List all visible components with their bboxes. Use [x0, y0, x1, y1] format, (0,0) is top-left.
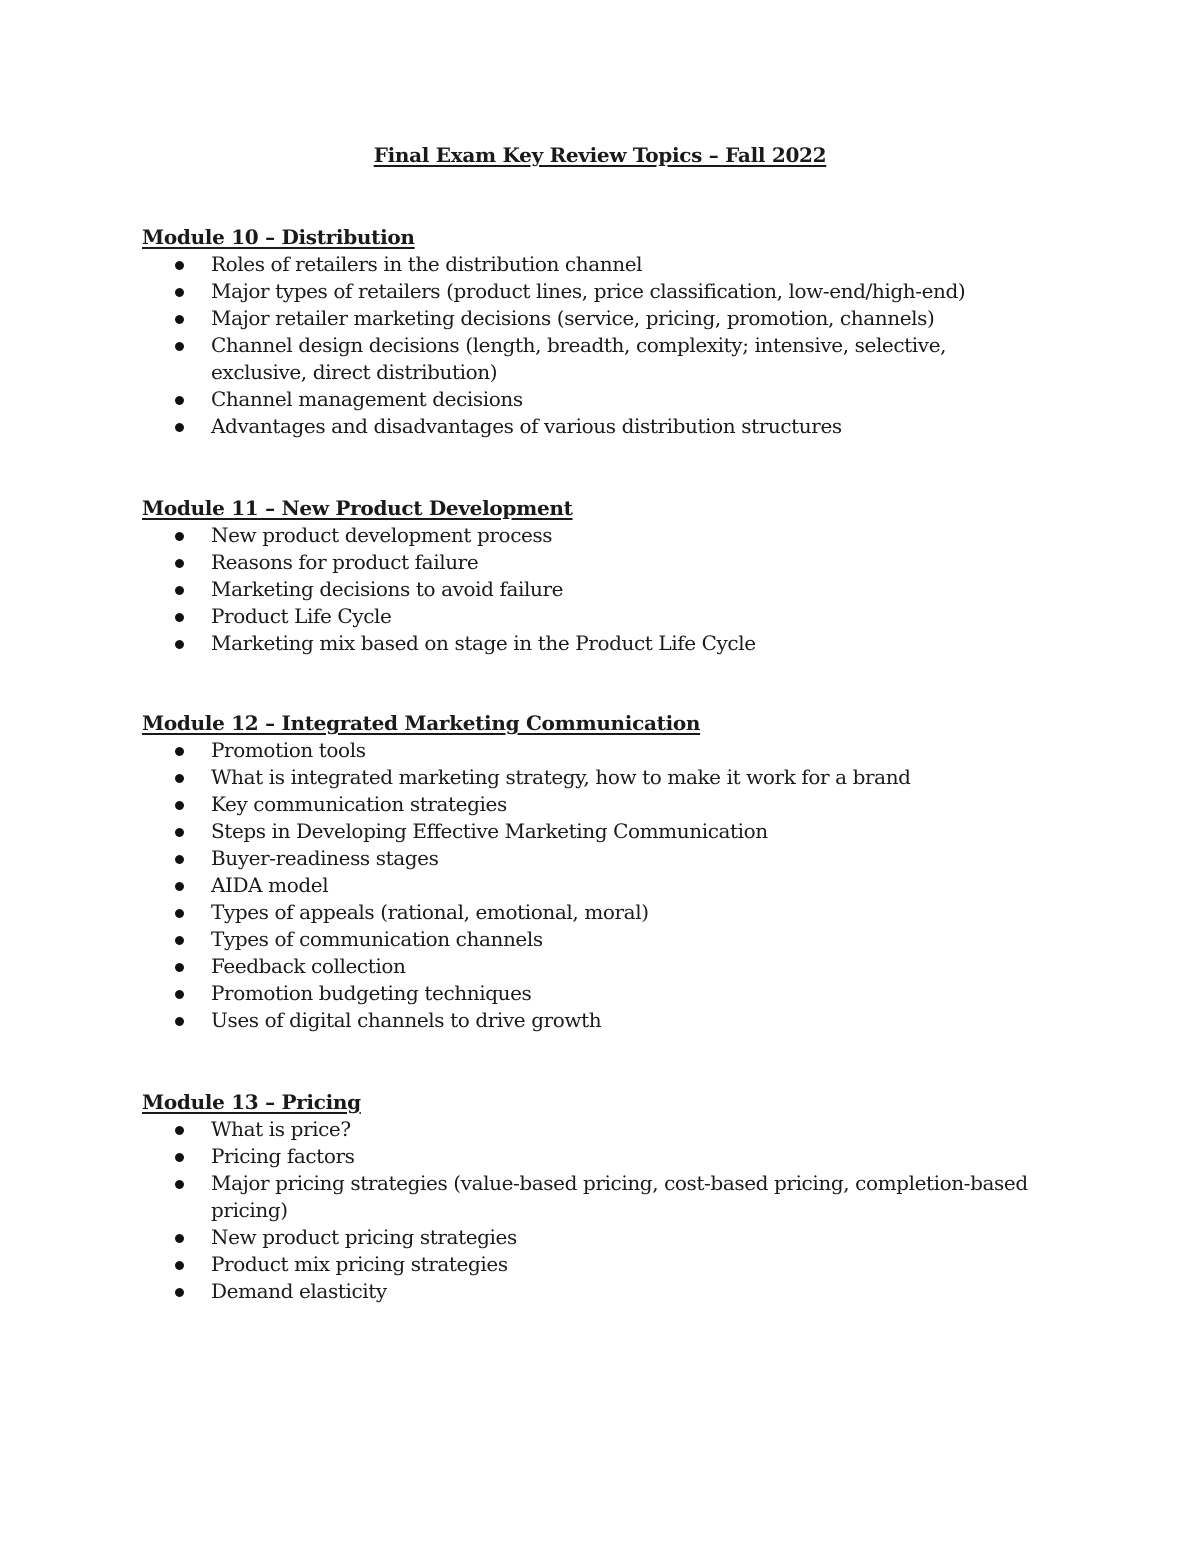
bullet-icon: [175, 261, 184, 270]
list-item-text: Major types of retailers (product lines, price classification, low-end/high-end): [211, 279, 966, 303]
list-item: [142, 980, 1042, 1007]
list-item: [142, 386, 1042, 413]
list-item: [142, 522, 1042, 549]
list-item: [142, 305, 1042, 332]
bullet-icon: [175, 1017, 184, 1026]
list-item: [142, 576, 1042, 603]
bullet-icon: [175, 855, 184, 864]
module-heading: Module 12 – Integrated Marketing Communication: [142, 711, 701, 735]
document-title: Final Exam Key Review Topics – Fall 2022: [373, 143, 827, 167]
module-heading: Module 11 – New Product Development: [142, 496, 573, 520]
list-item-text: Product Life Cycle: [211, 604, 392, 628]
list-item-text: Advantages and disadvantages of various distribution structures: [211, 414, 842, 438]
list-item: [142, 1224, 1042, 1251]
list-item-text: Promotion budgeting techniques: [211, 981, 532, 1005]
list-item-text: What is price?: [211, 1117, 351, 1141]
list-item-text: Roles of retailers in the distribution channel: [211, 252, 643, 276]
list-item-text: Marketing mix based on stage in the Product Life Cycle: [211, 631, 756, 655]
list-item: [142, 1251, 1042, 1278]
bullet-icon: [175, 1288, 184, 1297]
list-item-text: Demand elasticity: [211, 1279, 387, 1303]
list-item: [142, 1143, 1042, 1170]
bullet-icon: [175, 396, 184, 405]
bullet-icon: [175, 423, 184, 432]
list-item: [142, 251, 1042, 278]
list-item: [142, 1170, 1042, 1224]
list-item-text: Channel design decisions (length, breadth, complexity; intensive, selective, exclusive, direct distribution): [211, 333, 947, 384]
list-item: [142, 899, 1042, 926]
list-item-text: AIDA model: [211, 873, 329, 897]
list-item-text: Uses of digital channels to drive growth: [211, 1008, 602, 1032]
module-section-13: [142, 1089, 1042, 1305]
list-item-text: New product pricing strategies: [211, 1225, 517, 1249]
bullet-icon: [175, 1126, 184, 1135]
list-item: [142, 926, 1042, 953]
list-item: [142, 278, 1042, 305]
module-heading: Module 10 – Distribution: [142, 225, 415, 249]
list-item: [142, 1116, 1042, 1143]
bullet-icon: [175, 532, 184, 541]
bullet-icon: [175, 801, 184, 810]
module-heading: Module 13 – Pricing: [142, 1090, 361, 1114]
list-item: [142, 872, 1042, 899]
list-item-text: Promotion tools: [211, 738, 366, 762]
list-item: [142, 603, 1042, 630]
list-item: [142, 630, 1042, 657]
list-item: [142, 845, 1042, 872]
bullet-icon: [175, 963, 184, 972]
bullet-icon: [175, 990, 184, 999]
bullet-icon: [175, 342, 184, 351]
topic-list: [142, 1116, 1042, 1305]
bullet-icon: [175, 613, 184, 622]
bullet-icon: [175, 1234, 184, 1243]
list-item-text: Channel management decisions: [211, 387, 523, 411]
list-item-text: New product development process: [211, 523, 553, 547]
list-item: [142, 413, 1042, 440]
bullet-icon: [175, 774, 184, 783]
list-item-text: Product mix pricing strategies: [211, 1252, 508, 1276]
list-item: [142, 764, 1042, 791]
bullet-icon: [175, 909, 184, 918]
topic-list: [142, 737, 1042, 1034]
module-section-12: [142, 710, 1042, 1034]
list-item: [142, 791, 1042, 818]
list-item-text: Types of communication channels: [211, 927, 543, 951]
bullet-icon: [175, 936, 184, 945]
list-item-text: Feedback collection: [211, 954, 406, 978]
topic-list: [142, 522, 1042, 657]
topic-list: [142, 251, 1042, 440]
list-item: [142, 953, 1042, 980]
list-item-text: Marketing decisions to avoid failure: [211, 577, 564, 601]
bullet-icon: [175, 1261, 184, 1270]
bullet-icon: [175, 1153, 184, 1162]
bullet-icon: [175, 640, 184, 649]
list-item-text: Major pricing strategies (value-based pricing, cost-based pricing, completion-based pricing): [211, 1171, 1028, 1222]
module-section-10: [142, 224, 1042, 440]
bullet-icon: [175, 747, 184, 756]
list-item: [142, 332, 1042, 386]
list-item-text: Key communication strategies: [211, 792, 507, 816]
list-item: [142, 737, 1042, 764]
list-item-text: What is integrated marketing strategy, how to make it work for a brand: [211, 765, 911, 789]
module-section-11: [142, 495, 1042, 657]
bullet-icon: [175, 586, 184, 595]
bullet-icon: [175, 559, 184, 568]
list-item: [142, 1007, 1042, 1034]
list-item-text: Types of appeals (rational, emotional, moral): [211, 900, 649, 924]
list-item-text: Pricing factors: [211, 1144, 355, 1168]
bullet-icon: [175, 315, 184, 324]
bullet-icon: [175, 1180, 184, 1189]
list-item-text: Major retailer marketing decisions (service, pricing, promotion, channels): [211, 306, 935, 330]
bullet-icon: [175, 288, 184, 297]
list-item-text: Steps in Developing Effective Marketing Communication: [211, 819, 768, 843]
bullet-icon: [175, 828, 184, 837]
list-item: [142, 549, 1042, 576]
list-item-text: Buyer-readiness stages: [211, 846, 439, 870]
list-item: [142, 1278, 1042, 1305]
list-item: [142, 818, 1042, 845]
list-item-text: Reasons for product failure: [211, 550, 479, 574]
bullet-icon: [175, 882, 184, 891]
